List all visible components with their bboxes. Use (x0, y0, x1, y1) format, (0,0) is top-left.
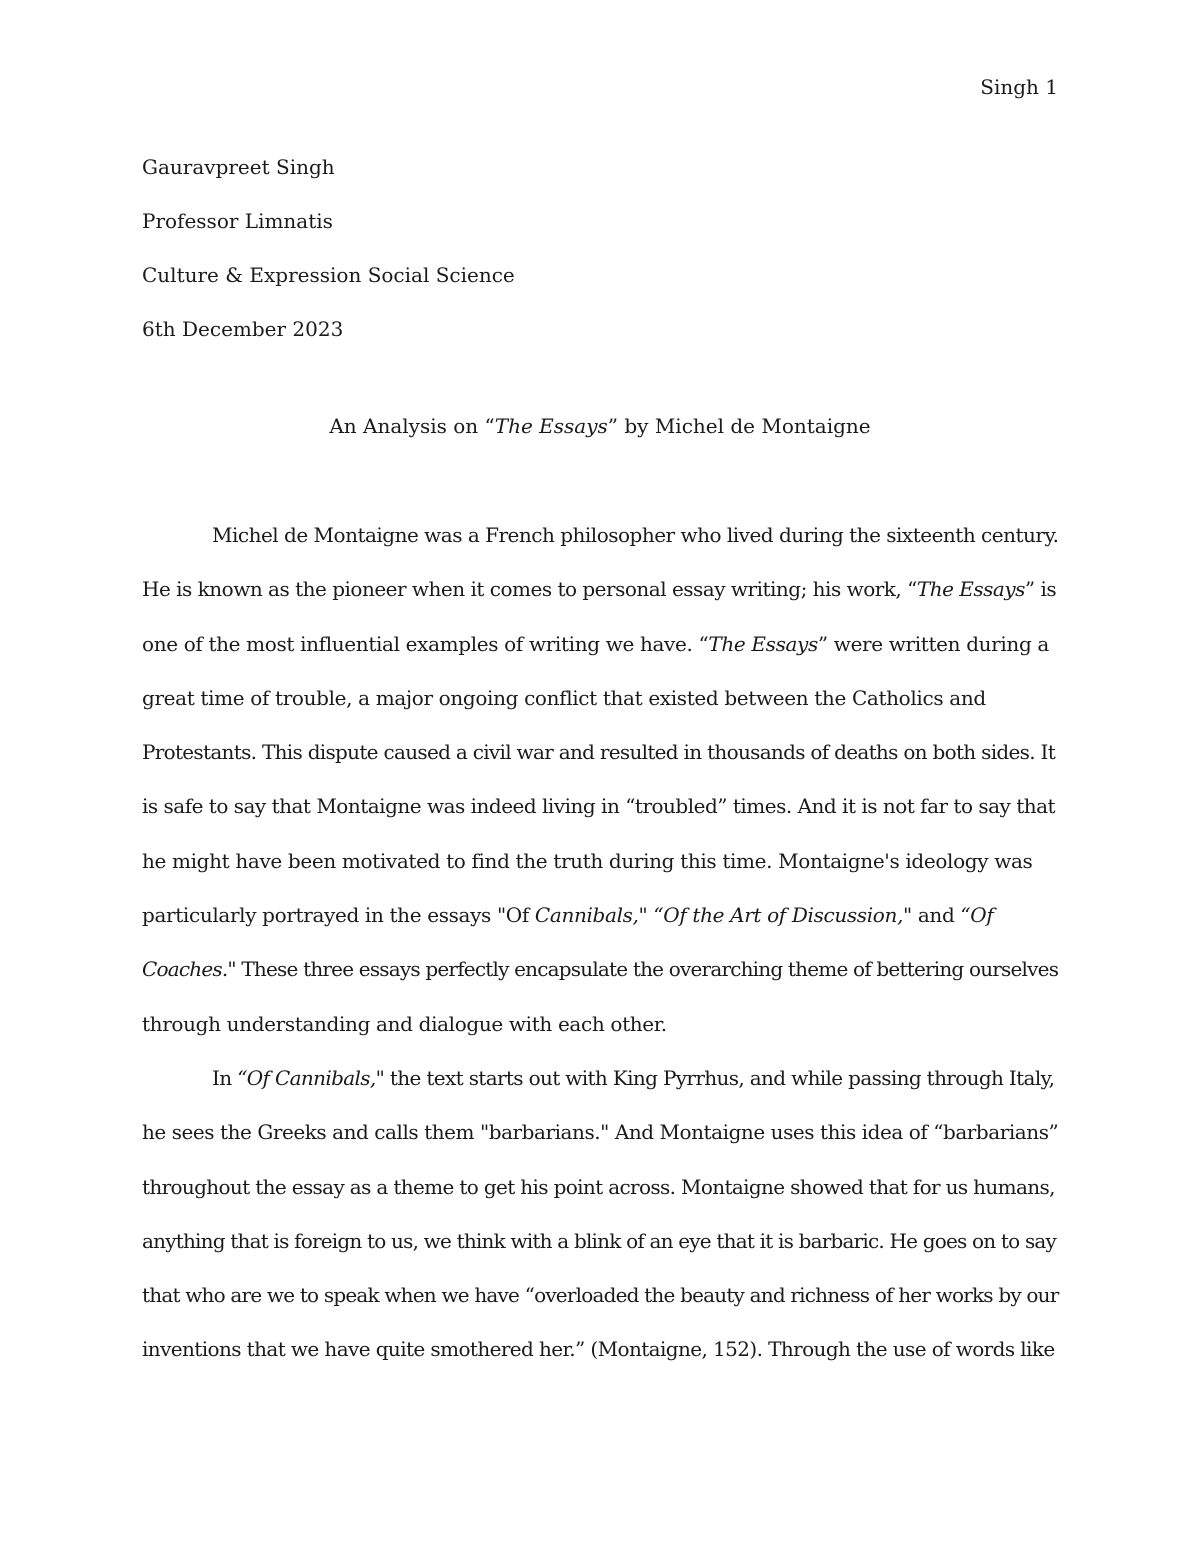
essay-title (142, 410, 1058, 442)
text-line: through understanding and dialogue with each other. (142, 1011, 667, 1036)
text-run-italic: Cannibals," “Of the Art of Discussion," (534, 903, 912, 928)
text-line: Michel de Montaigne was a French philosopher who lived during the sixteenth century. (212, 523, 1059, 547)
professor-name: Professor Limnatis (142, 209, 333, 233)
title-suffix: ” by Michel de Montaigne (607, 414, 871, 438)
text-run: In (212, 1065, 238, 1090)
text-line: that who are we to speak when we have “overloaded the beauty and richness of her works by our (142, 1283, 1059, 1308)
text-line (142, 953, 1058, 1007)
text-line (142, 899, 1058, 953)
text-run-italic: “Of Cannibals," (237, 1065, 385, 1090)
text-line: is safe to say that Montaigne was indeed living in “troubled” times. And it is not far to say that (142, 794, 1056, 819)
title-prefix: An Analysis on “ (329, 414, 495, 438)
text-line (142, 1062, 1058, 1116)
text-run: one of the most influential examples of writing we have. “ (142, 631, 709, 656)
text-line: anything that is foreign to us, we think with a blink of an eye that it is barbaric. He goes on to say (142, 1228, 1057, 1253)
course-name: Culture & Expression Social Science (142, 263, 515, 287)
paragraph-1 (142, 519, 1058, 1062)
text-run: ” were written during a (817, 631, 1049, 656)
text-run: the text starts out with King Pyrrhus, and while passing through Italy, (384, 1065, 1055, 1090)
running-head-page-number: Singh 1 (980, 75, 1058, 99)
title-italic: The Essays (494, 414, 608, 438)
text-line (142, 573, 1058, 627)
text-run-italic: Coaches." (142, 957, 236, 982)
text-run: and (911, 903, 961, 928)
text-line: he might have been motivated to find the truth during this time. Montaigne's ideology was (142, 848, 1033, 873)
essay-body (142, 519, 1058, 1388)
text-run: These three essays perfectly encapsulate the overarching theme of bettering ourselves (235, 957, 1059, 982)
text-line (142, 628, 1058, 682)
text-line: he sees the Greeks and calls them "barbarians." And Montaigne uses this idea of “barbarians” (142, 1120, 1059, 1145)
text-run: particularly portrayed in the essays "Of (142, 903, 535, 928)
text-line: throughout the essay as a theme to get his point across. Montaigne showed that for us humans, (142, 1174, 1055, 1199)
mla-heading (142, 140, 1058, 356)
text-line: inventions that we have quite smothered her.” (Montaigne, 152). Through the use of words like (142, 1337, 1055, 1362)
text-run: He is known as the pioneer when it comes to personal essay writing; his work, “ (142, 577, 917, 602)
text-run-italic: The Essays (916, 577, 1025, 602)
text-line: great time of trouble, a major ongoing conflict that existed between the Catholics and (142, 685, 986, 710)
essay-date: 6th December 2023 (142, 317, 344, 341)
text-run-italic: The Essays (708, 631, 818, 656)
paragraph-2 (142, 1062, 1058, 1388)
student-name: Gauravpreet Singh (142, 155, 335, 179)
text-run-italic: “Of (960, 903, 994, 928)
text-run: ” is (1024, 577, 1057, 602)
text-line: Protestants. This dispute caused a civil war and resulted in thousands of deaths on both sides. It (142, 740, 1056, 765)
